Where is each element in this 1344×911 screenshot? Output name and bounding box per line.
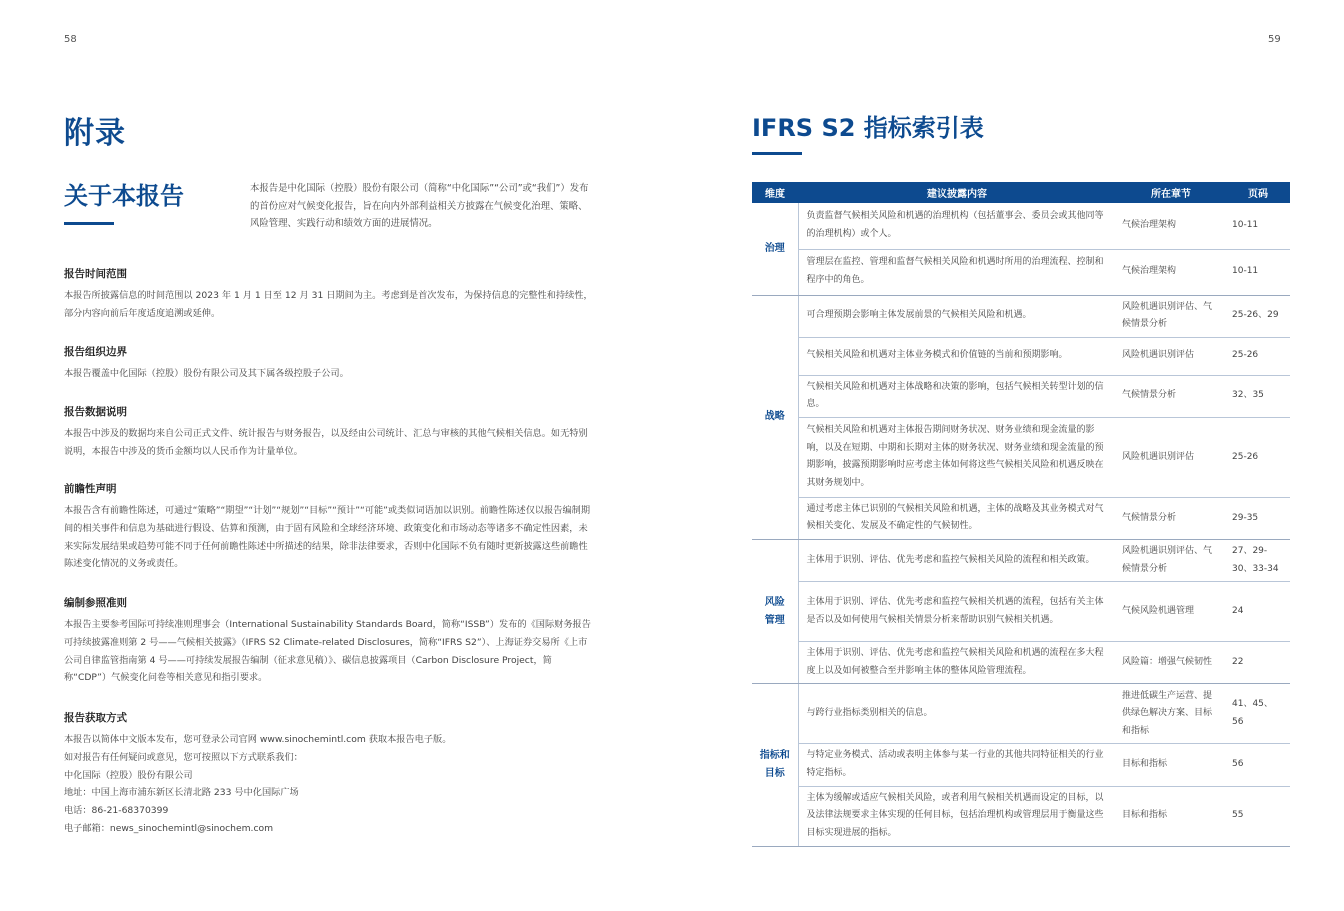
table-row: [752, 417, 1290, 497]
section-heading: 报告组织边界: [64, 346, 127, 358]
contact-line: 中化国际（控股）股份有限公司: [64, 769, 193, 781]
chapter-cell: 风险机遇识别评估: [1116, 337, 1226, 375]
section-heading: 前瞻性声明: [64, 483, 117, 495]
header-dimension: 维度: [752, 182, 798, 203]
content-cell: 气候相关风险和机遇对主体战略和决策的影响，包括气候相关转型计划的信息。: [798, 375, 1116, 417]
table-row: [752, 203, 1290, 249]
contact-info: [64, 731, 594, 838]
table-header-row: [752, 182, 1290, 203]
chapter-cell: 目标和指标: [1116, 744, 1226, 786]
contact-line: 本报告以简体中文版本发布，您可登录公司官网 www.sinochemintl.com 获取本报告电子版。: [64, 734, 452, 745]
content-cell: 与跨行业指标类别相关的信息。: [798, 684, 1116, 744]
dimension-cell: 治理: [752, 203, 798, 295]
table-row: [752, 540, 1290, 582]
header-chapter: 所在章节: [1116, 182, 1226, 203]
content-cell: 主体用于识别、评估、优先考虑和监控气候相关风险和机遇的流程在多大程度上以及如何被整合至并影响主体的整体风险管理流程。: [798, 642, 1116, 684]
content-cell: 气候相关风险和机遇对主体业务模式和价值链的当前和预期影响。: [798, 337, 1116, 375]
chapter-cell: 气候情景分析: [1116, 375, 1226, 417]
section-body: 本报告主要参考国际可持续准则理事会（International Sustainability Standards Board，简称“ISSB”）发布的《国际财务报告可持续披露准则第 2 号——气候相关披露》（IFRS S2 Climate-related Disclosures，简称“IFRS S2”）、上海证券交易所《上市公司自律监管指南第 4 号——可持续发展报告编制（征求意见稿）》、碳信息披露项目（Carbon Disclosure Project，简称“CDP”）气候变化问卷等相关意见和指引要求。: [64, 619, 591, 684]
table-row: [752, 684, 1290, 744]
contact-line: 地址：中国上海市浦东新区长清北路 233 号中化国际广场: [64, 787, 299, 799]
page-cell: 29-35: [1226, 497, 1290, 539]
section-body: 本报告覆盖中化国际（控股）股份有限公司及其下属各级控股子公司。: [64, 368, 349, 379]
table-row: [752, 249, 1290, 295]
page-cell: 25-26、29: [1226, 295, 1290, 337]
content-cell: 负责监督气候相关风险和机遇的治理机构（包括董事会、委员会或其他同等的治理机构）或个人。: [798, 203, 1116, 249]
page-cell: 25-26: [1226, 417, 1290, 497]
content-cell: 气候相关风险和机遇对主体报告期间财务状况、财务业绩和现金流量的影响，以及在短期、中期和长期对主体的财务状况、财务业绩和现金流量的预期影响，披露预期影响时应考虑主体如何将这些气候相关风险和机遇反映在其财务规划中。: [798, 417, 1116, 497]
chapter-cell: 风险篇：增强气候韧性: [1116, 642, 1226, 684]
header-page: 页码: [1226, 182, 1290, 203]
page-cell: 56: [1226, 744, 1290, 786]
table-row: [752, 375, 1290, 417]
table-row: [752, 295, 1290, 337]
chapter-cell: 气候情景分析: [1116, 497, 1226, 539]
dimension-cell: [752, 684, 798, 846]
contact-line: 电话：86-21-68370399: [64, 805, 169, 817]
chapter-cell: 风险机遇识别评估、气候情景分析: [1116, 295, 1226, 337]
chapter-cell: 推进低碳生产运营、提供绿色解决方案、目标和指标: [1116, 684, 1226, 744]
chapter-cell: 目标和指标: [1116, 786, 1226, 846]
ifrs-index-table: [752, 182, 1290, 847]
page-cell: 24: [1226, 582, 1290, 642]
table-body: [752, 203, 1290, 846]
section-heading: 报告数据说明: [64, 406, 127, 418]
content-cell: 与特定业务模式、活动或表明主体参与某一行业的其他共同特征相关的行业特定指标。: [798, 744, 1116, 786]
chapter-cell: 风险机遇识别评估: [1116, 417, 1226, 497]
title-underline: [64, 222, 114, 225]
page-cell: 25-26: [1226, 337, 1290, 375]
appendix-title: 附录: [64, 116, 126, 151]
chapter-cell: 气候治理架构: [1116, 203, 1226, 249]
table-row: [752, 337, 1290, 375]
page-cell: 10-11: [1226, 249, 1290, 295]
page-number-right: 59: [1268, 34, 1281, 45]
header-content: 建议披露内容: [798, 182, 1116, 203]
title-underline: [752, 152, 802, 155]
content-cell: 主体用于识别、评估、优先考虑和监控气候相关风险的流程和相关政策。: [798, 540, 1116, 582]
content-cell: 主体为缓解或适应气候相关风险，或者利用气候相关机遇而设定的目标，以及法律法规要求主体实现的任何目标，包括治理机构或管理层用于衡量这些目标实现进展的指标。: [798, 786, 1116, 846]
contact-line: 电子邮箱：news_sinochemintl@sinochem.com: [64, 822, 274, 834]
content-cell: 可合理预期会影响主体发展前景的气候相关风险和机遇。: [798, 295, 1116, 337]
table-row: [752, 582, 1290, 642]
dimension-label: 管理: [764, 614, 785, 626]
contact-line: 如对报告有任何疑问或意见，您可按照以下方式联系我们：: [64, 751, 303, 763]
chapter-cell: 气候风险机遇管理: [1116, 582, 1226, 642]
table-row: [752, 497, 1290, 539]
page-number-left: 58: [64, 34, 77, 45]
table-row: [752, 744, 1290, 786]
section-body: 本报告含有前瞻性陈述，可通过“策略”“期望”“计划”“规划”“目标”“预计”“可能”或类似词语加以识别。前瞻性陈述仅以报告编制期间的相关事件和信息为基础进行假设、估算和预测，由于固有风险和全球经济环境、政策变化和市场动态等诸多不确定性因素，未来实际发展结果或趋势可能不同于任何前瞻性陈述中所描述的结果，除非法律要求，否则中化国际不负有随时更新披露这些前瞻性陈述变化情况的义务或责任。: [64, 505, 591, 570]
page-cell: 22: [1226, 642, 1290, 684]
page-cell: 27、29-30、33-34: [1226, 540, 1290, 582]
chapter-cell: 气候治理架构: [1116, 249, 1226, 295]
content-cell: 通过考虑主体已识别的气候相关风险和机遇，主体的战略及其业务模式对气候相关变化、发展及不确定性的气候韧性。: [798, 497, 1116, 539]
page-cell: 41、45、56: [1226, 684, 1290, 744]
about-report-title: 关于本报告: [64, 182, 184, 210]
content-cell: 管理层在监控、管理和监督气候相关风险和机遇时所用的治理流程、控制和程序中的角色。: [798, 249, 1116, 295]
section-body: 本报告中涉及的数据均来自公司正式文件、统计报告与财务报告，以及经由公司统计、汇总与审核的其他气候相关信息。如无特别说明，本报告中涉及的货币金额均以人民币作为计量单位。: [64, 428, 588, 457]
section-heading: 编制参照准则: [64, 597, 127, 609]
chapter-cell: 风险机遇识别评估、气候情景分析: [1116, 540, 1226, 582]
dimension-label: 指标和: [759, 750, 790, 762]
page-cell: 10-11: [1226, 203, 1290, 249]
ifrs-index-title: IFRS S2 指标索引表: [752, 114, 984, 142]
dimension-cell: 战略: [752, 295, 798, 540]
content-cell: 主体用于识别、评估、优先考虑和监控气候相关机遇的流程，包括有关主体是否以及如何使用气候相关情景分析来帮助识别气候相关机遇。: [798, 582, 1116, 642]
dimension-label: 目标: [764, 768, 785, 780]
page-cell: 55: [1226, 786, 1290, 846]
dimension-label: 风险: [764, 597, 785, 609]
table-row: [752, 642, 1290, 684]
table-row: [752, 786, 1290, 846]
about-report-intro: 本报告是中化国际（控股）股份有限公司（简称“中化国际”“公司”或“我们”）发布的首份应对气候变化报告，旨在向内外部利益相关方披露在气候变化治理、策略、风险管理、实践行动和绩效方面的进展情况。: [250, 183, 589, 229]
section-heading: 报告获取方式: [64, 712, 127, 724]
page-cell: 32、35: [1226, 375, 1290, 417]
section-body: 本报告所披露信息的时间范围以 2023 年 1 月 1 日至 12 月 31 日期间为主。考虑到是首次发布，为保持信息的完整性和持续性，部分内容向前后年度适度追溯或延伸。: [64, 290, 593, 319]
section-heading: 报告时间范围: [64, 268, 127, 280]
dimension-cell: [752, 540, 798, 684]
